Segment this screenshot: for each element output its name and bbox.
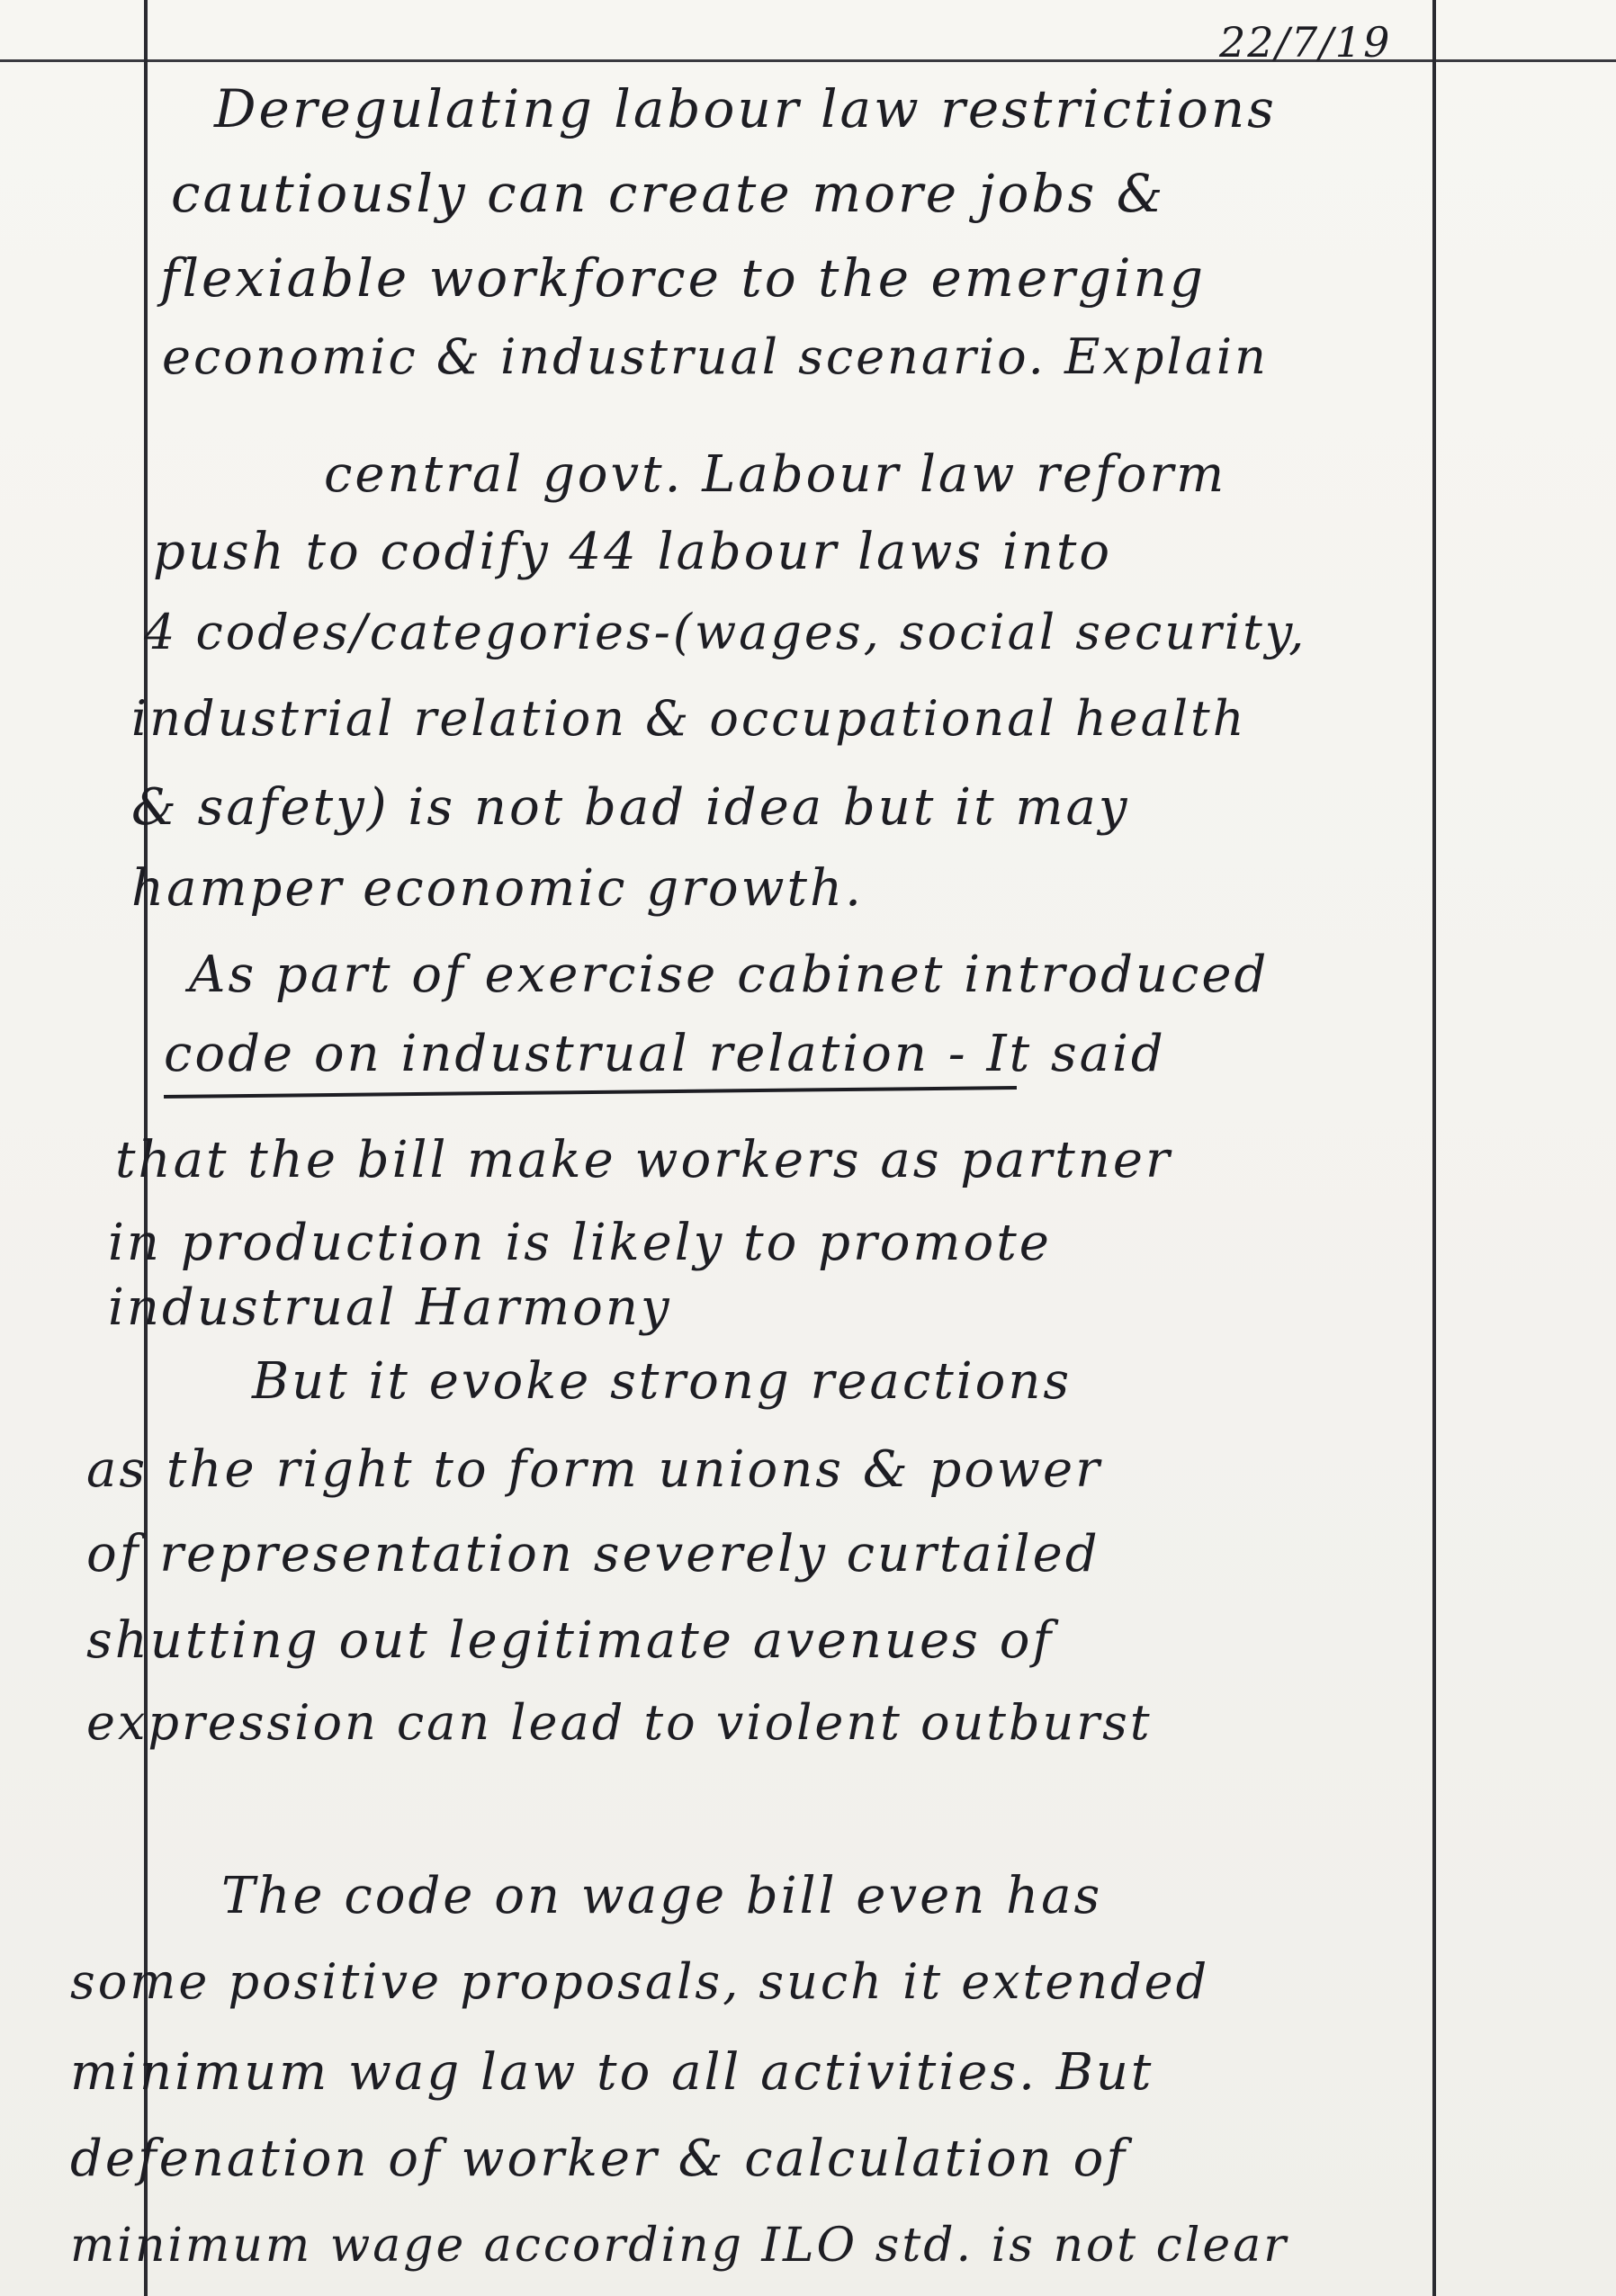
- answer-line-15: shutting out legitimate avenues of: [86, 1611, 1055, 1670]
- answer-line-6: hamper economic growth.: [131, 859, 864, 918]
- date: 22/7/19: [1219, 18, 1392, 67]
- answer-line-14: of representation severely curtailed: [86, 1525, 1100, 1583]
- question-line-1: Deregulating labour law restrictions: [214, 78, 1277, 139]
- answer-line-1: central govt. Labour law reform: [324, 445, 1227, 504]
- answer-line-21: minimum wage according ILO std. is not clear: [70, 2219, 1289, 2273]
- answer-line-10: in production is likely to promote: [108, 1214, 1052, 1272]
- answer-line-4: industrial relation & occupational health: [131, 690, 1247, 747]
- answer-line-13: as the right to form unions & power: [86, 1440, 1102, 1499]
- answer-line-5: & safety) is not bad idea but it may: [131, 778, 1130, 837]
- question-line-2: cautiously can create more jobs &: [171, 163, 1166, 224]
- answer-line-17: The code on wage bill even has: [221, 1867, 1103, 1925]
- answer-line-16: expression can lead to violent outburst: [86, 1694, 1153, 1751]
- underline: [164, 1086, 1017, 1099]
- answer-line-19: minimum wag law to all activities. But: [70, 2043, 1154, 2102]
- answer-line-18: some positive proposals, such it extended: [70, 1953, 1210, 2010]
- right-margin-line: [1432, 0, 1436, 2296]
- answer-line-8: code on industrual relation - It said: [164, 1025, 1166, 1083]
- question-line-3: flexiable workforce to the emerging: [160, 247, 1207, 309]
- question-line-4: economic & industrual scenario. Explain: [162, 328, 1269, 385]
- answer-line-11: industrual Harmony: [108, 1278, 672, 1337]
- answer-line-9: that the bill make workers as partner: [115, 1131, 1172, 1189]
- answer-line-12: But it evoke strong reactions: [252, 1352, 1073, 1411]
- answer-line-2: push to codify 44 labour laws into: [153, 523, 1113, 581]
- answer-line-7: As part of exercise cabinet introduced: [189, 946, 1270, 1004]
- answer-line-20: defenation of worker & calculation of: [70, 2130, 1128, 2188]
- answer-line-3: 4 codes/categories-(wages, social security,: [144, 604, 1307, 660]
